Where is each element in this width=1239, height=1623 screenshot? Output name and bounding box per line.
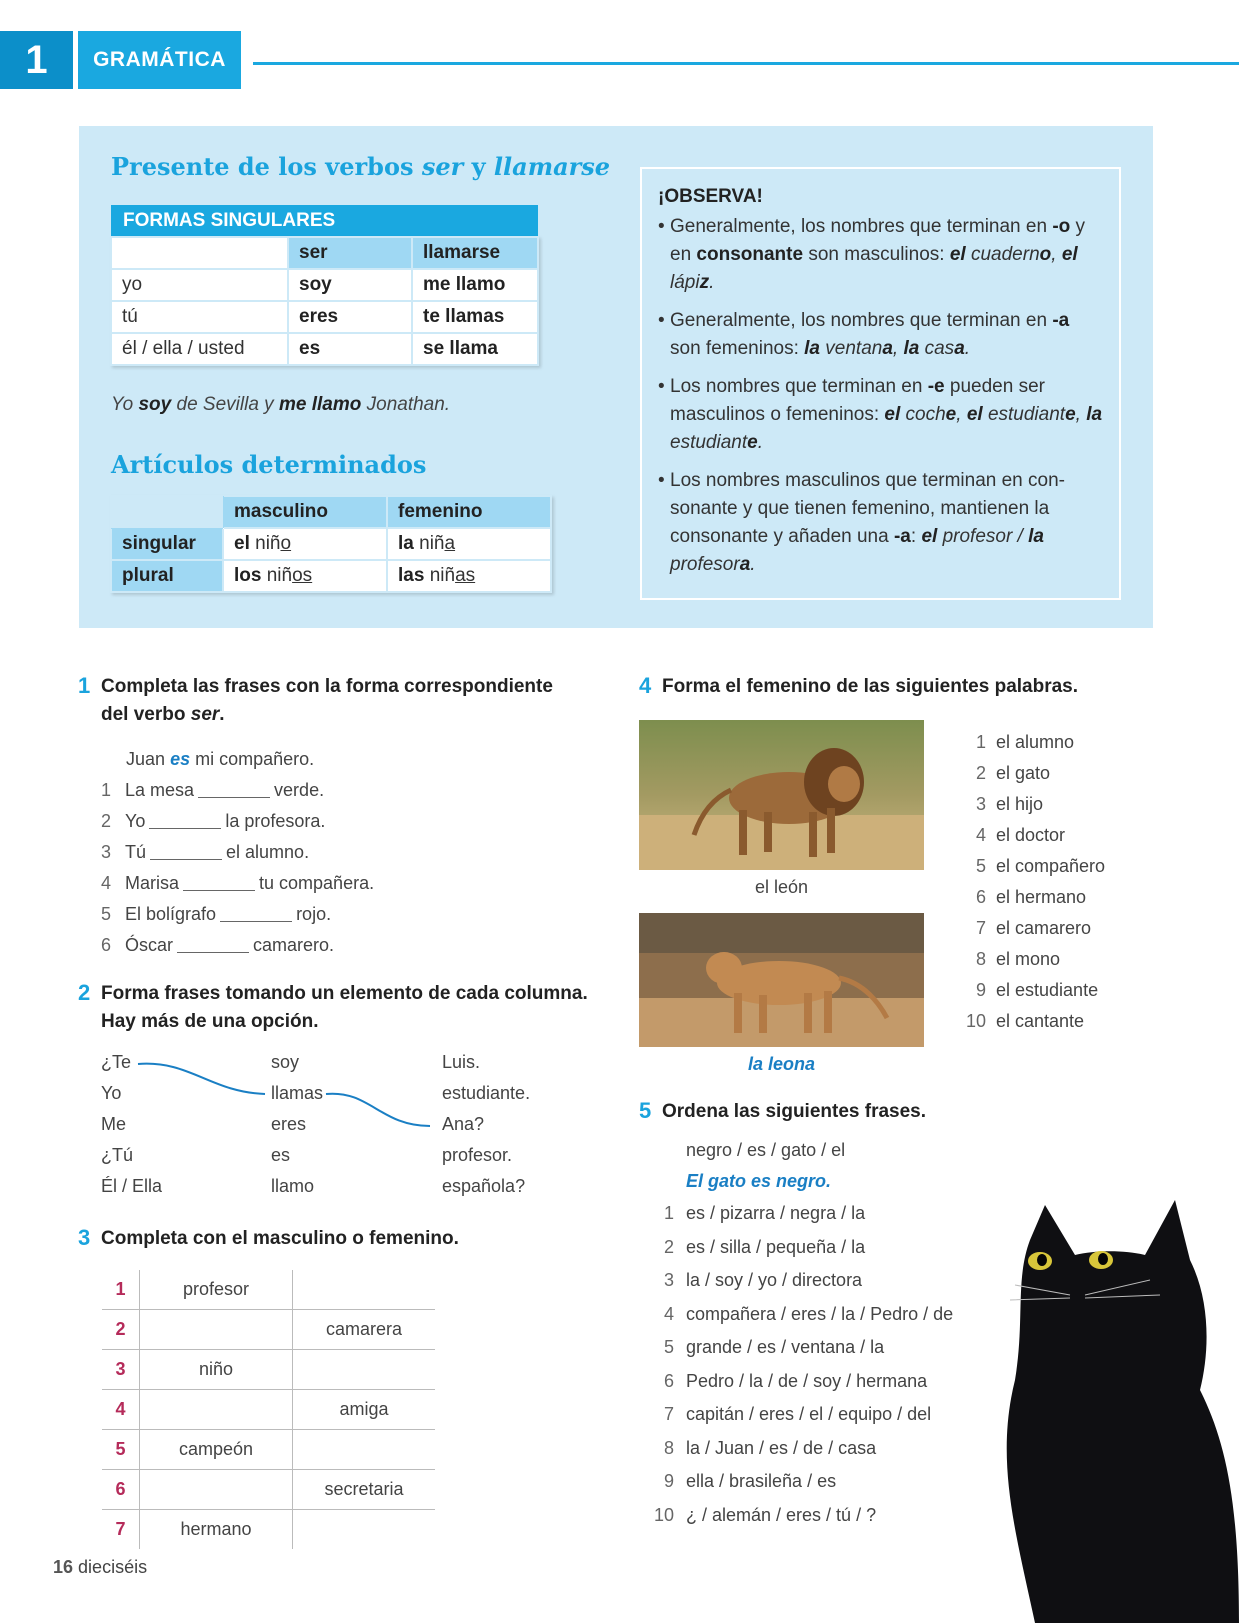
feminine-cell[interactable] (293, 1430, 436, 1470)
exercise-title: Forma frases tomando un elemento de cada columna. Hay más de una opción. (101, 983, 588, 1032)
ex1-example-text: Juan (126, 749, 166, 769)
exercise-number: 2 (78, 980, 91, 1005)
noun-ending: a (444, 533, 456, 554)
item-text: rojo. (296, 904, 332, 924)
list-item (950, 851, 1105, 882)
list-item (650, 1264, 953, 1298)
noun-stem: niñ (255, 533, 281, 554)
articles-table (110, 495, 552, 593)
bullet-noun: estudiant (982, 404, 1066, 425)
bullet-ending: z (699, 272, 710, 293)
item-text: el mono (996, 949, 1061, 969)
articles-row-label: singular (111, 528, 223, 560)
item-text: ¿ / alemán / eres / tú / ? (686, 1504, 877, 1525)
articles-header: femenino (387, 496, 551, 528)
feminine-cell[interactable] (293, 1270, 436, 1310)
page-footer (53, 1557, 147, 1578)
masculine-cell[interactable]: campeón (140, 1430, 293, 1470)
col-word: ¿Tú (101, 1145, 134, 1165)
bullet-ending: e (747, 432, 758, 453)
item-number: 6 (663, 1370, 674, 1391)
ex2-col3 (442, 1047, 530, 1202)
col-word: soy (271, 1052, 300, 1072)
bullet-ending: a (739, 554, 751, 575)
verb-table (110, 236, 539, 366)
bullet-ending: e (1065, 404, 1076, 425)
bullet-text: son femeninos: (670, 338, 805, 359)
lion-caption: el león (754, 877, 809, 897)
bullet-sep: , (892, 338, 904, 359)
verb-table-cell: se llama (412, 333, 538, 365)
list-item (650, 1298, 953, 1332)
exercise-number: 3 (78, 1225, 91, 1250)
row-number: 3 (102, 1350, 140, 1390)
ex4-list (950, 727, 1105, 1037)
page-word: dieciséis (78, 1557, 148, 1577)
item-text: es / silla / pequeña / la (686, 1236, 866, 1257)
observa-bullet (658, 213, 1103, 297)
col-word: Él / Ella (101, 1176, 163, 1196)
verb-table-cell: eres (288, 301, 412, 333)
item-text: la profesora. (225, 811, 326, 831)
articles-cell (223, 560, 387, 592)
bullet-article: el (966, 404, 983, 425)
item-text: el estudiante (996, 980, 1099, 1000)
ex5-example: negro / es / gato / el (686, 1140, 846, 1160)
verb-table-cell: él / ella / usted (111, 333, 288, 365)
verb-table-header (111, 237, 288, 269)
list-item (950, 913, 1105, 944)
example-bold: soy (138, 394, 172, 415)
bullet-ending: a (954, 338, 965, 359)
table-row (102, 1470, 435, 1510)
articles-cell (223, 528, 387, 560)
noun-stem: niñ (266, 565, 293, 586)
item-number: 3 (663, 1270, 674, 1291)
verb-table-cell: es (288, 333, 412, 365)
item-number: 1 (101, 780, 112, 800)
item-number: 5 (663, 1337, 674, 1358)
list-item (101, 868, 374, 899)
item-text: El bolígrafo (125, 904, 217, 924)
article: el (234, 533, 250, 554)
bullet-text: son masculinos: (803, 244, 950, 265)
feminine-cell[interactable] (293, 1510, 436, 1550)
item-text: verde. (274, 780, 325, 800)
bullet-text: Generalmente, los nombres que terminan en (670, 310, 1053, 331)
feminine-cell[interactable]: camarera (293, 1310, 436, 1350)
list-item (650, 1231, 953, 1265)
ex1-title-verb: ser (190, 704, 220, 725)
table-row (102, 1350, 435, 1390)
item-number: 2 (101, 811, 112, 831)
observa-bullet (658, 373, 1103, 457)
col-word: Yo (101, 1083, 122, 1103)
col-word: es (271, 1145, 291, 1165)
exercise-title: Ordena las siguientes frases. (662, 1101, 927, 1122)
item-text: Óscar (125, 935, 174, 955)
observa-box (640, 167, 1121, 600)
ex1-list (101, 775, 374, 961)
exercise-number: 5 (639, 1098, 652, 1123)
example-text: Yo (111, 394, 139, 415)
ex5-list (650, 1197, 953, 1532)
item-number: 9 (975, 980, 986, 1000)
bullet-key: -o (1052, 216, 1071, 237)
bullet-ending: a (882, 338, 893, 359)
bullet-end: . (709, 272, 715, 293)
verb-table-cell: tú (111, 301, 288, 333)
bullet-key: -a (893, 526, 911, 547)
item-number: 8 (975, 949, 986, 969)
list-item (101, 837, 374, 868)
item-number: 3 (975, 794, 986, 814)
bullet-text: y en (670, 216, 1086, 265)
bullet-key: -e (927, 376, 945, 397)
item-text: La mesa (125, 780, 195, 800)
bullet-article: el (949, 244, 966, 265)
verb-table-cell: me llamo (412, 269, 538, 301)
list-item (950, 820, 1105, 851)
bullet-article: la (804, 338, 820, 359)
articles-row-label: plural (111, 560, 223, 592)
masculine-cell[interactable] (140, 1390, 293, 1430)
bullet-noun: cuadern (965, 244, 1040, 265)
bullet-end: . (964, 338, 971, 359)
col-word: española? (442, 1176, 526, 1196)
list-item (950, 975, 1105, 1006)
bullet-key: consonante (696, 244, 804, 265)
answer-blank[interactable] (149, 814, 221, 829)
exercise-number: 4 (639, 673, 652, 698)
item-text: el doctor (996, 825, 1066, 845)
item-number: 3 (101, 842, 112, 862)
bullet-text: Los nombres que terminan en (670, 376, 928, 397)
article: la (398, 533, 414, 554)
list-item (950, 944, 1105, 975)
list-item (950, 727, 1105, 758)
bullet-sep: , (1075, 404, 1087, 425)
row-number: 1 (102, 1270, 140, 1310)
bullet-text: pueden ser masculinos o femeninos: (670, 376, 1045, 425)
list-item (650, 1432, 953, 1466)
item-text: el alumno. (226, 842, 310, 862)
item-number: 5 (975, 856, 986, 876)
ex2-connector-lines (130, 1050, 450, 1130)
observa-bullet (658, 467, 1103, 579)
verbs-heading-ser: ser (421, 152, 464, 181)
table-row (102, 1390, 435, 1430)
col-word: profesor. (442, 1145, 513, 1165)
articles-heading: Artículos determinados (111, 450, 427, 479)
item-text: el gato (996, 763, 1051, 783)
col-word: llamo (271, 1176, 315, 1196)
item-text: Pedro / la / de / soy / hermana (686, 1370, 928, 1391)
answer-blank[interactable] (150, 845, 222, 860)
item-number: 2 (663, 1236, 674, 1257)
col-word: llamas (271, 1083, 324, 1103)
item-number: 10 (653, 1504, 674, 1525)
bullet-end: . (757, 432, 763, 453)
row-number: 6 (102, 1470, 140, 1510)
item-number: 9 (663, 1471, 674, 1492)
bullet-noun: lápi (670, 272, 700, 293)
ex1-example (126, 744, 314, 775)
noun-stem: niñ (429, 565, 456, 586)
list-item (950, 789, 1105, 820)
bullet-text: Generalmente, los nombres que terminan en (670, 216, 1053, 237)
noun-ending: o (280, 533, 292, 554)
item-number: 7 (663, 1404, 674, 1425)
bullet-text: Los nombres masculinos que terminan en con-sonante y que tienen femenino, mantienen la consonante y añaden una (670, 470, 1065, 547)
bullet-noun: ventan (820, 338, 883, 359)
item-text: Marisa (125, 873, 180, 893)
answer-blank[interactable] (177, 938, 249, 953)
col-word: Luis. (442, 1052, 481, 1072)
verbs-heading-text: Presente de los verbos (111, 152, 422, 181)
example-text: Jonathan. (361, 394, 451, 415)
answer-blank[interactable] (220, 907, 292, 922)
list-item (101, 930, 374, 961)
bullet-noun: coch (900, 404, 946, 425)
item-text: compañera / eres / la / Pedro / de (686, 1303, 954, 1324)
item-text: ella / brasileña / es (686, 1471, 837, 1492)
black-cat-photo (975, 1200, 1239, 1623)
list-item (101, 775, 374, 806)
noun-stem: niñ (419, 533, 445, 554)
list-item (650, 1197, 953, 1231)
row-number: 7 (102, 1510, 140, 1550)
table-row (102, 1510, 435, 1550)
masculine-cell[interactable] (140, 1310, 293, 1350)
verb-table-title: FORMAS SINGULARES (111, 205, 538, 236)
item-text: el compañero (996, 856, 1106, 876)
example-bold: me llamo (278, 394, 362, 415)
list-item (650, 1499, 953, 1533)
ex5-example-answer: El gato es negro. (686, 1171, 832, 1191)
item-number: 1 (663, 1203, 674, 1224)
verb-table-cell: te llamas (412, 301, 538, 333)
verbs-heading-llamarse: llamarse (493, 152, 611, 181)
col-word: estudiante. (442, 1083, 531, 1103)
header-divider (253, 62, 1239, 65)
list-item (950, 758, 1105, 789)
observa-bullet (658, 307, 1103, 363)
bullet-sep: , (1051, 244, 1062, 265)
lioness-photo (639, 913, 924, 1047)
observa-title: ¡OBSERVA! (658, 186, 763, 207)
col-word: Me (101, 1114, 127, 1134)
item-text: la / Juan / es / de / casa (686, 1437, 877, 1458)
answer-blank[interactable] (198, 783, 270, 798)
masculine-cell[interactable]: hermano (140, 1510, 293, 1550)
list-item (101, 806, 374, 837)
ex3-table (102, 1270, 435, 1549)
list-item (650, 1331, 953, 1365)
table-row (102, 1430, 435, 1470)
verbs-heading-y: y (463, 152, 494, 181)
item-text: la / soy / yo / directora (686, 1270, 863, 1291)
item-number: 6 (975, 887, 986, 907)
col-word: eres (271, 1114, 307, 1134)
item-number: 8 (663, 1437, 674, 1458)
item-text: camarero. (253, 935, 335, 955)
articles-header: masculino (223, 496, 387, 528)
masculine-cell[interactable] (140, 1470, 293, 1510)
list-item (950, 1006, 1105, 1037)
item-text: el alumno (996, 732, 1075, 752)
item-number: 4 (101, 873, 112, 893)
item-number: 1 (975, 732, 986, 752)
item-number: 2 (975, 763, 986, 783)
col-word: Ana? (442, 1114, 485, 1134)
feminine-cell[interactable]: amiga (293, 1390, 436, 1430)
ex1-title-text: Completa las frases con la forma correspondiente del verbo (101, 676, 553, 725)
item-text: Tú (125, 842, 147, 862)
grammar-example (111, 394, 450, 416)
row-number: 4 (102, 1390, 140, 1430)
table-row (102, 1270, 435, 1310)
exercise-title: Completa con el masculino o femenino. (101, 1228, 459, 1249)
bullet-end: . (750, 554, 756, 575)
bullet-key: -a (1052, 310, 1070, 331)
bullet-noun: cas (919, 338, 955, 359)
bullet-article: la (1028, 526, 1044, 547)
verb-table-header: llamarse (412, 237, 538, 269)
item-text: grande / es / ventana / la (686, 1337, 885, 1358)
articles-corner (111, 496, 223, 528)
bullet-article: el (884, 404, 901, 425)
row-number: 2 (102, 1310, 140, 1350)
ex1-example-answer: es (170, 749, 191, 769)
bullet-sep: , (956, 404, 967, 425)
col-word: ¿Te (101, 1052, 132, 1072)
unit-number-badge: 1 (0, 31, 73, 89)
item-text: el hijo (996, 794, 1044, 814)
article: las (398, 565, 425, 586)
item-text: el camarero (996, 918, 1092, 938)
item-text: el hermano (996, 887, 1087, 907)
noun-ending: os (292, 565, 313, 586)
list-item (650, 1365, 953, 1399)
item-number: 5 (101, 904, 112, 924)
lioness-caption: la leona (747, 1054, 816, 1074)
table-row (102, 1310, 435, 1350)
bullet-noun: estudiant (670, 432, 748, 453)
ex1-title-end: . (219, 704, 225, 725)
bullet-text: : (910, 526, 922, 547)
bullet-noun: profesor (670, 554, 740, 575)
item-text: tu compañera. (259, 873, 375, 893)
verb-table-header: ser (288, 237, 412, 269)
masculine-cell[interactable]: niño (140, 1350, 293, 1390)
item-text: capitán / eres / el / equipo / del (686, 1404, 932, 1425)
article: los (234, 565, 262, 586)
list-item (101, 899, 374, 930)
page-number: 16 (53, 1557, 74, 1577)
item-text: Yo (125, 811, 146, 831)
bullet-ending: o (1039, 244, 1052, 265)
item-number: 7 (975, 918, 986, 938)
lion-photo (639, 720, 924, 870)
feminine-cell[interactable]: secretaria (293, 1470, 436, 1510)
item-number: 6 (101, 935, 112, 955)
bullet-article: el (921, 526, 938, 547)
verbs-heading (111, 152, 610, 181)
bullet-article: la (1086, 404, 1103, 425)
list-item (650, 1465, 953, 1499)
item-text: el cantante (996, 1011, 1085, 1031)
bullet-noun: profesor / (937, 526, 1029, 547)
verb-table-cell: soy (288, 269, 412, 301)
item-number: 4 (663, 1303, 674, 1324)
item-number: 10 (965, 1011, 986, 1031)
feminine-cell[interactable] (293, 1350, 436, 1390)
exercise-title (101, 673, 561, 729)
noun-ending: as (455, 565, 476, 586)
list-item (950, 882, 1105, 913)
bullet-article: la (903, 338, 920, 359)
exercise-title: Forma el femenino de las siguientes palabras. (662, 676, 1079, 697)
item-number: 4 (975, 825, 986, 845)
bullet-ending: e (945, 404, 957, 425)
answer-blank[interactable] (183, 876, 255, 891)
verb-table-cell: yo (111, 269, 288, 301)
articles-cell (387, 560, 551, 592)
example-text: de Sevilla y (171, 394, 279, 415)
ex1-example-text: mi compañero. (195, 749, 315, 769)
articles-cell (387, 528, 551, 560)
bullet-article: el (1061, 244, 1078, 265)
list-item (650, 1398, 953, 1432)
exercise-number: 1 (78, 673, 91, 698)
row-number: 5 (102, 1430, 140, 1470)
section-tag: GRAMÁTICA (78, 31, 241, 89)
masculine-cell[interactable]: profesor (140, 1270, 293, 1310)
item-text: es / pizarra / negra / la (686, 1203, 866, 1224)
